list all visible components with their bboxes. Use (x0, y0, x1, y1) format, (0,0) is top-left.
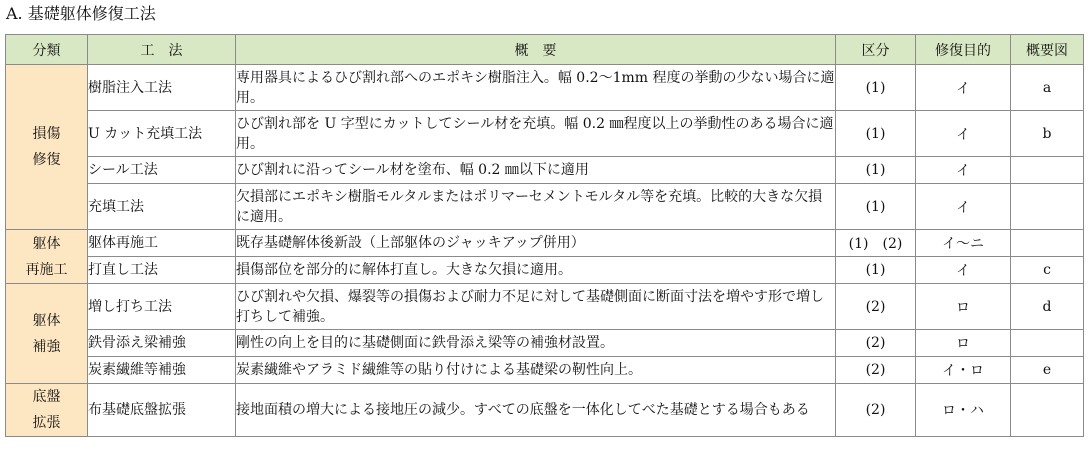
figure-cell: c (1011, 257, 1084, 284)
table-row (6, 257, 1084, 284)
summary-cell: 炭素繊維やアラミド繊維等の貼り付けによる基礎梁の靭性向上。 (236, 357, 836, 384)
method-cell: 躯体再施工 (88, 230, 236, 257)
method-cell: U カット充填工法 (88, 111, 236, 157)
division-cell: (2) (836, 357, 916, 384)
division-cell: (1) (836, 65, 916, 111)
purpose-cell: イ (916, 184, 1011, 230)
table-row (6, 111, 1084, 157)
division-cell: (1) (2) (836, 230, 916, 257)
category-cell (6, 230, 88, 284)
category-cell (6, 384, 88, 437)
division-cell: (1) (836, 184, 916, 230)
purpose-cell: イ・ロ (916, 357, 1011, 384)
category-label: 躯体 (32, 235, 61, 252)
division-cell: (2) (836, 284, 916, 330)
purpose-cell: イ (916, 111, 1011, 157)
table-row (6, 184, 1084, 230)
purpose-cell: ロ (916, 284, 1011, 330)
summary-cell: ひび割れや欠損、爆裂等の損傷および耐力不足に対して基礎側面に断面寸法を増やす形で増し打ちして補強。 (236, 284, 836, 330)
method-cell: 打直し工法 (88, 257, 236, 284)
construction-methods-table (5, 34, 1084, 437)
purpose-cell: イ (916, 157, 1011, 184)
header-row (6, 35, 1084, 65)
category-label: 底盤 (32, 389, 61, 405)
purpose-cell: イ (916, 257, 1011, 284)
summary-cell: 剛性の向上を目的に基礎側面に鉄骨添え梁等の補強材設置。 (236, 330, 836, 357)
header-division: 区分 (836, 35, 916, 65)
summary-cell: ひび割れ部を U 字型にカットしてシール材を充填。幅 0.2 ㎜程度以上の挙動性のある場合に適用。 (236, 111, 836, 157)
figure-cell (1011, 157, 1084, 184)
category-label: 再施工 (25, 261, 68, 278)
figure-cell (1011, 184, 1084, 230)
category-label: 躯体 (32, 312, 61, 329)
category-cell (6, 284, 88, 384)
header-summary: 概 要 (236, 35, 836, 65)
summary-cell: 既存基礎解体後新設（上部躯体のジャッキアップ併用） (236, 230, 836, 257)
header-purpose: 修復目的 (916, 35, 1011, 65)
figure-cell (1011, 330, 1084, 357)
figure-cell: d (1011, 284, 1084, 330)
category-label: 修復 (32, 152, 61, 168)
summary-cell: 接地面積の増大による接地圧の減少。すべての底盤を一体化してべた基礎とする場合もある (236, 384, 836, 437)
figure-cell (1011, 384, 1084, 437)
table-row (6, 65, 1084, 111)
category-cell (6, 65, 88, 230)
method-cell: 樹脂注入工法 (88, 65, 236, 111)
figure-cell: e (1011, 357, 1084, 384)
table-row (6, 157, 1084, 184)
figure-cell: b (1011, 111, 1084, 157)
table-row (6, 357, 1084, 384)
method-cell: 炭素繊維等補強 (88, 357, 236, 384)
header-figure: 概要図 (1011, 35, 1084, 65)
summary-cell: 欠損部にエポキシ樹脂モルタルまたはポリマーセメントモルタル等を充填。比較的大きな欠損に適用。 (236, 184, 836, 230)
purpose-cell: イ (916, 65, 1011, 111)
summary-cell: 専用器具によるひび割れ部へのエポキシ樹脂注入。幅 0.2～1mm 程度の挙動の少ない場合に適用。 (236, 65, 836, 111)
summary-cell: ひび割れに沿ってシール材を塗布、幅 0.2 ㎜以下に適用 (236, 157, 836, 184)
purpose-cell: ロ (916, 330, 1011, 357)
table-row (6, 384, 1084, 437)
method-cell: 布基礎底盤拡張 (88, 384, 236, 437)
table-row (6, 330, 1084, 357)
division-cell: (1) (836, 257, 916, 284)
division-cell: (2) (836, 384, 916, 437)
category-label: 損傷 (32, 126, 61, 142)
table-row (6, 284, 1084, 330)
table-row (6, 230, 1084, 257)
division-cell: (1) (836, 111, 916, 157)
figure-cell (1011, 230, 1084, 257)
method-cell: シール工法 (88, 157, 236, 184)
method-cell: 充填工法 (88, 184, 236, 230)
page-title: A. 基礎躯体修復工法 (6, 4, 156, 23)
purpose-cell: イ～ニ (916, 230, 1011, 257)
method-cell: 鉄骨添え梁補強 (88, 330, 236, 357)
figure-cell: a (1011, 65, 1084, 111)
purpose-cell: ロ・ハ (916, 384, 1011, 437)
method-cell: 増し打ち工法 (88, 284, 236, 330)
header-category: 分類 (6, 35, 88, 65)
division-cell: (2) (836, 330, 916, 357)
category-label: 拡張 (32, 415, 61, 431)
division-cell: (1) (836, 157, 916, 184)
summary-cell: 損傷部位を部分的に解体打直し。大きな欠損に適用。 (236, 257, 836, 284)
category-label: 補強 (32, 338, 61, 355)
header-method: 工 法 (88, 35, 236, 65)
